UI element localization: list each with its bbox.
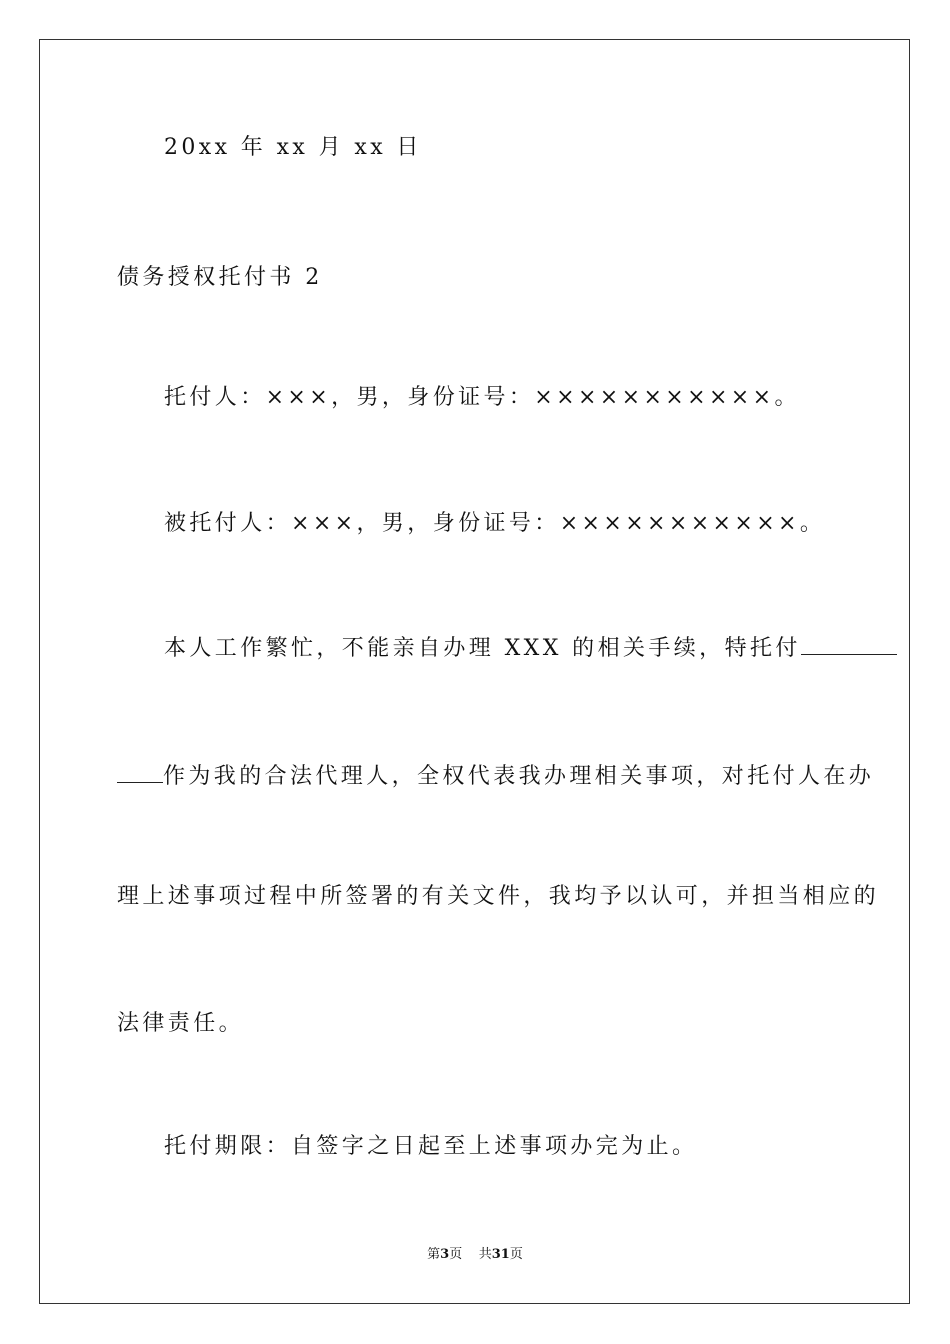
total-suffix: 页 bbox=[509, 1247, 523, 1262]
principal-line: 托付人：×××，男，身份证号：×××××××××××。 bbox=[164, 385, 800, 410]
document-title: 债务授权托付书 2 bbox=[117, 265, 323, 290]
document-date: 20xx 年 xx 月 xx 日 bbox=[164, 135, 422, 160]
page-prefix: 第 bbox=[427, 1247, 441, 1262]
total-prefix: 共 bbox=[478, 1247, 492, 1262]
body-paragraph-line-1 bbox=[164, 634, 897, 664]
body-text-2: 作为我的合法代理人，全权代表我办理相关事项，对托付人在办 bbox=[163, 764, 875, 789]
page-footer bbox=[0, 1246, 950, 1264]
agent-name-blank-2 bbox=[117, 762, 163, 783]
agent-line: 被托付人：×××，男，身份证号：×××××××××××。 bbox=[164, 511, 826, 536]
page-border bbox=[39, 39, 910, 1304]
page-suffix: 页 bbox=[449, 1247, 463, 1262]
page-total: 31 bbox=[491, 1247, 510, 1262]
body-paragraph-line-2 bbox=[117, 762, 874, 792]
agent-name-blank-1 bbox=[801, 634, 897, 655]
body-text-1: 本人工作繁忙，不能亲自办理 XXX 的相关手续，特托付 bbox=[164, 636, 801, 661]
body-paragraph-line-4: 法律责任。 bbox=[117, 1011, 245, 1036]
body-paragraph-line-3: 理上述事项过程中所签署的有关文件，我均予以认可，并担当相应的 bbox=[117, 884, 880, 909]
term-line: 托付期限：自签字之日起至上述事项办完为止。 bbox=[164, 1134, 698, 1159]
page-current: 3 bbox=[440, 1247, 450, 1262]
